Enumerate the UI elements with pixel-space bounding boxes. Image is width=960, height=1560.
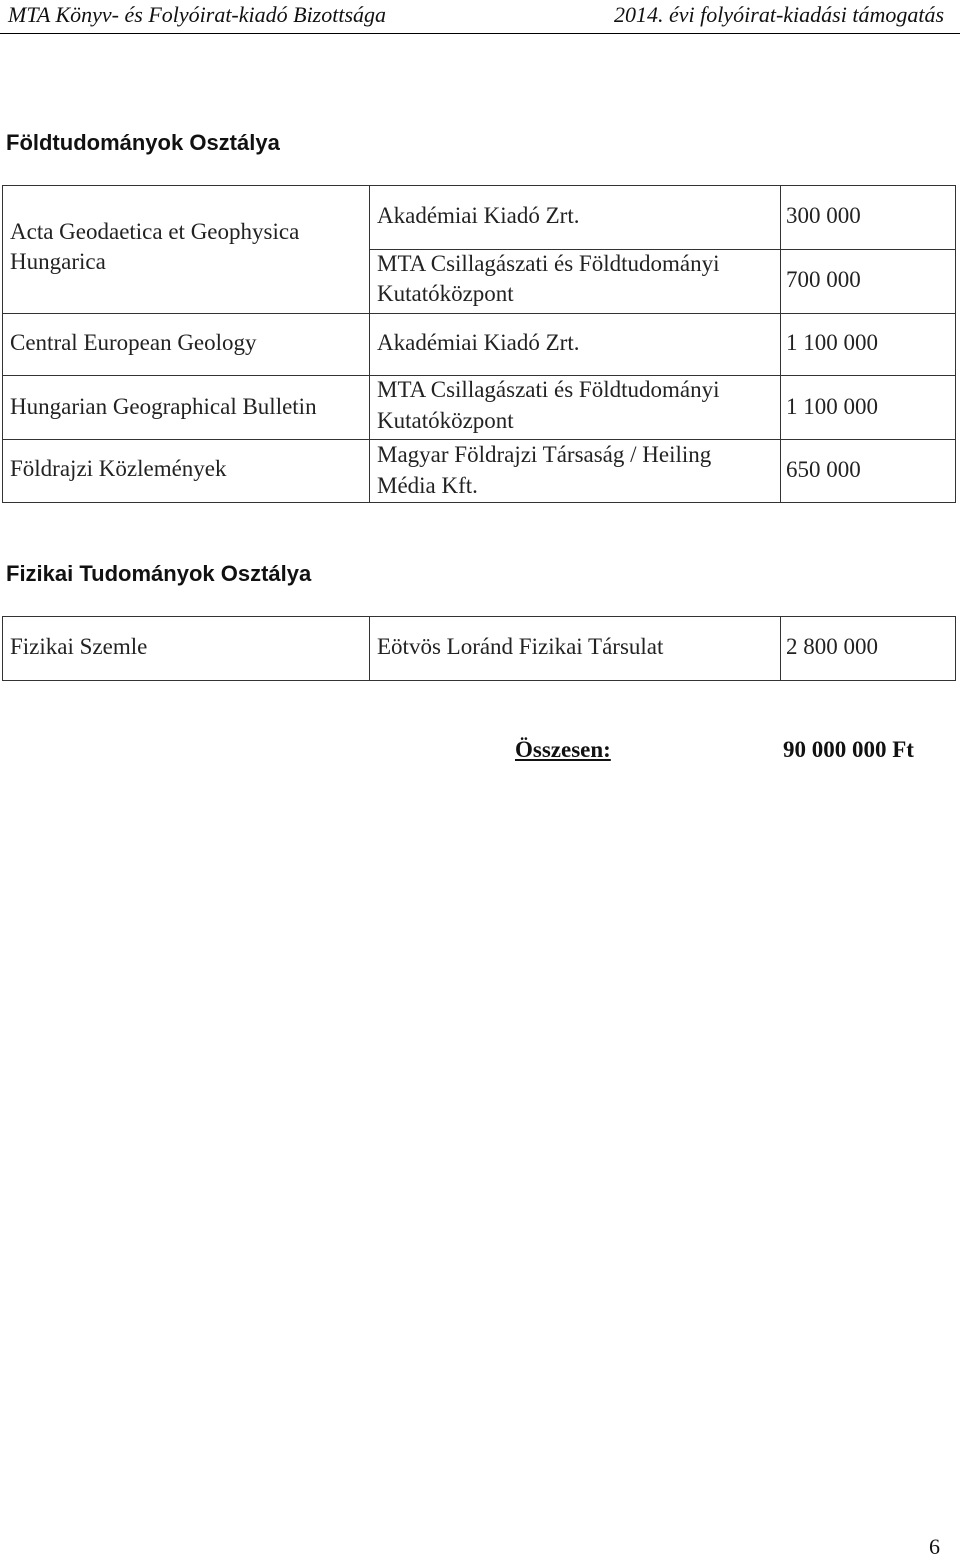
header-left-title: MTA Könyv- és Folyóirat-kiadó Bizottsága [8,2,387,27]
publisher-name-cont: Kutatóközpont [377,281,514,306]
section-title-earth-sciences: Földtudományok Osztálya [6,130,280,155]
amount-value: 2 800 000 [786,634,878,659]
total-label: Összesen: [515,737,611,762]
total-value: 90 000 000 Ft [783,737,914,762]
amount-value: 1 100 000 [786,330,878,355]
section-title-physical-sciences: Fizikai Tudományok Osztálya [6,561,312,586]
publisher-name: MTA Csillagászati és Földtudományi [377,377,720,402]
journal-name: Central European Geology [10,330,257,355]
journal-name: Fizikai Szemle [10,634,148,659]
publisher-name: Magyar Földrajzi Társaság / Heiling [377,442,712,467]
publisher-name-cont: Média Kft. [377,473,478,498]
publisher-name: Akadémiai Kiadó Zrt. [377,203,580,228]
journal-name: Földrajzi Közlemények [10,456,227,481]
amount-value: 700 000 [786,267,861,292]
publisher-name-cont: Kutatóközpont [377,408,514,433]
publisher-name: Akadémiai Kiadó Zrt. [377,330,580,355]
header-divider [0,33,960,34]
amount-value: 1 100 000 [786,394,878,419]
header-right-title: 2014. évi folyóirat-kiadási támogatás [614,2,944,27]
page-number: 6 [929,1534,940,1559]
publisher-name: MTA Csillagászati és Földtudományi [377,251,720,276]
journal-name: Hungarian Geographical Bulletin [10,394,317,419]
amount-value: 650 000 [786,457,861,482]
amount-value: 300 000 [786,203,861,228]
journal-name: Acta Geodaetica et Geophysica Hungarica [10,219,300,274]
publisher-name: Eötvös Loránd Fizikai Társulat [377,634,664,659]
